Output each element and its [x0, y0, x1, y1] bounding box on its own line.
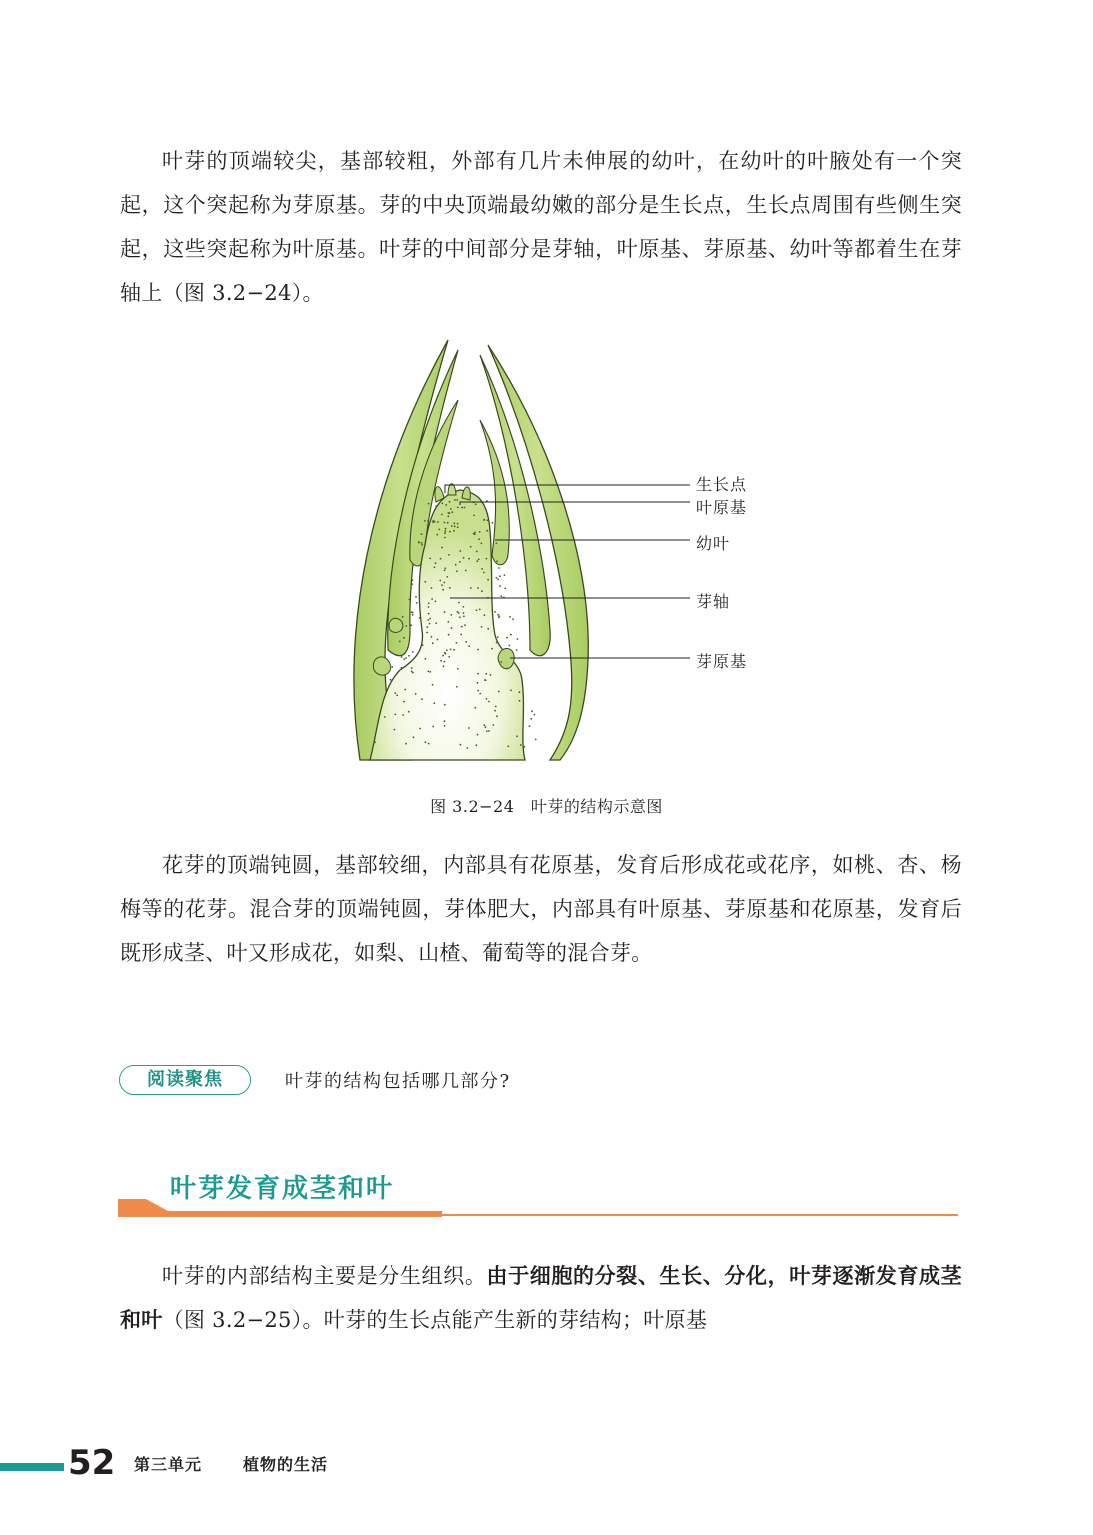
label-bud-primordium: 芽原基	[696, 652, 748, 671]
p3-bold: 由于细胞的分裂、生长、分化，叶芽逐渐发育成茎和叶	[120, 1264, 962, 1332]
label-leaf-primordium: 叶原基	[696, 498, 748, 517]
paragraph-bud-development	[120, 1254, 962, 1342]
label-growth-point: 生长点	[696, 475, 748, 494]
footer-unit: 第三单元	[134, 1455, 203, 1474]
bud-primordium-right	[498, 648, 514, 668]
footer-accent-bar	[0, 1463, 64, 1471]
label-young-leaf: 幼叶	[696, 534, 731, 553]
section-heading-rule	[120, 1214, 958, 1216]
bud-primordium-left	[373, 657, 390, 675]
reading-focus-question: 叶芽的结构包括哪几部分?	[285, 1071, 511, 1092]
leaf-bud-diagram	[330, 330, 770, 770]
section-heading: 叶芽发育成茎和叶	[170, 1174, 395, 1204]
p3-start: 叶芽的内部结构主要是分生组织。	[162, 1264, 487, 1288]
footer-unit-title: 植物的生活	[243, 1455, 329, 1474]
reading-focus-tag: 阅读聚焦	[119, 1065, 251, 1095]
label-bud-axis: 芽轴	[696, 592, 731, 611]
paragraph-leaf-bud-structure: 叶芽的顶端较尖，基部较粗，外部有几片未伸展的幼叶，在幼叶的叶腋处有一个突起，这个突起称为芽原基。芽的中央顶端最幼嫩的部分是生长点，生长点周围有些侧生突起，这些突起称为叶原基。叶芽的中间部分是芽轴，叶原基、芽原基、幼叶等都着生在芽轴上（图 3.2−24）。	[120, 149, 962, 305]
paragraph-flower-bud: 花芽的顶端钝圆，基部较细，内部具有花原基，发育后形成花或花序，如桃、杏、杨梅等的花芽。混合芽的顶端钝圆，芽体肥大，内部具有叶原基、芽原基和花原基，发育后既形成茎、叶又形成花，如梨、山楂、葡萄等的混合芽。	[120, 853, 962, 965]
bud-primordium-mid-left	[389, 618, 403, 632]
page-number: 52	[68, 1443, 116, 1483]
figure-caption: 图 3.2−24 叶芽的结构示意图	[430, 797, 663, 816]
leaf-primordium-right	[462, 487, 470, 500]
p3-end: （图 3.2−25）。叶芽的生长点能产生新的芽结构；叶原基	[162, 1308, 708, 1332]
